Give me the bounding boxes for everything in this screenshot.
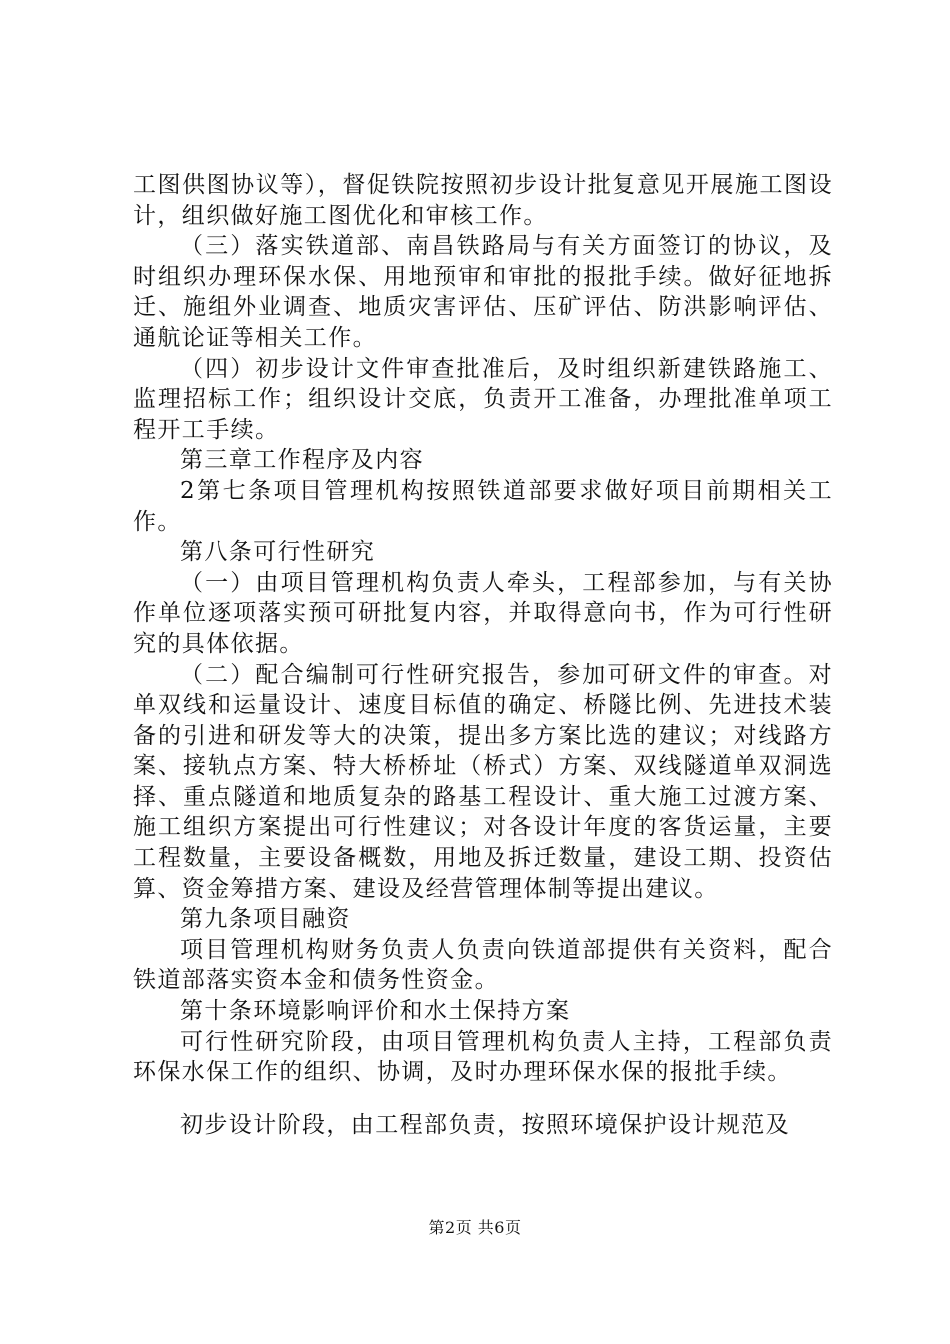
article-9-heading: 第九条项目融资 [180,906,351,933]
article-9-body: 项目管理机构财务负责人负责向铁道部提供有关资料，配合铁道部落实资本金和债务性资金。 [133,936,833,994]
document-body [133,170,833,1140]
paragraph-item-4: （四）初步设计文件审查批准后，及时组织新建铁路施工、监理招标工作；组织设计交底，负责开工准备，办理批准单项工程开工手续。 [133,355,833,443]
article-7: 2第七条项目管理机构按照铁道部要求做好项目前期相关工作。 [133,477,833,535]
article-10-body-continued: 初步设计阶段，由工程部负责，按照环境保护设计规范及 [180,1111,790,1138]
paragraph-item-3: （三）落实铁道部、南昌铁路局与有关方面签订的协议，及时组织办理环保水保、用地预审和审批的报批手续。做好征地拆迁、施组外业调查、地质灾害评估、压矿评估、防洪影响评估、通航论证等相关工作。 [133,233,833,351]
article-8-item-2: （二）配合编制可行性研究报告，参加可研文件的审查。对单双线和运量设计、速度目标值的确定、桥隧比例、先进技术装备的引进和研发等大的决策，提出多方案比选的建议；对线路方案、接轨点方案、特大桥桥址（桥式）方案、双线隧道单双洞选择、重点隧道和地质复杂的路基工程设计、重大施工过渡方案、施工组织方案提出可行性建议；对各设计年度的客货运量，主要工程数量，主要设备概数，用地及拆迁数量，建设工期、投资估算、资金筹措方案、建设及经营管理体制等提出建议。 [133,661,833,902]
article-8-heading: 第八条可行性研究 [180,539,376,566]
article-10-body: 可行性研究阶段，由项目管理机构负责人主持，工程部负责环保水保工作的组织、协调，及时办理环保水保的报批手续。 [133,1028,833,1086]
article-10-heading: 第十条环境影响评价和水土保持方案 [180,998,571,1025]
page-footer: 第2页 共6页 [428,1218,522,1237]
paragraph-spacer [133,1088,833,1110]
paragraph-continuation: 工图供图协议等），督促铁院按照初步设计批复意见开展施工图设计，组织做好施工图优化和审核工作。 [133,172,833,229]
chapter-heading: 第三章工作程序及内容 [180,447,424,474]
article-8-item-1: （一）由项目管理机构负责人牵头，工程部参加，与有关协作单位逐项落实预可研批复内容，并取得意向书，作为可行性研究的具体依据。 [133,569,833,657]
